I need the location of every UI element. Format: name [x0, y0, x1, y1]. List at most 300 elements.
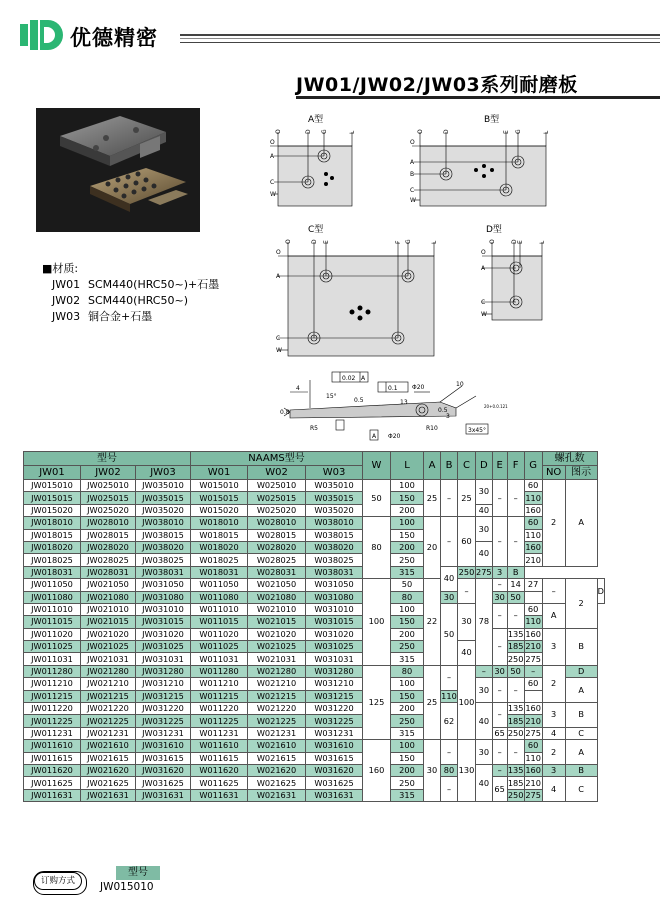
table-row	[24, 703, 605, 715]
model-cell: W025010	[248, 480, 306, 492]
diagram-title: B型	[484, 115, 500, 125]
table-row	[24, 641, 605, 653]
model-cell: JW031231	[136, 727, 191, 739]
table-row	[24, 715, 605, 727]
spec-cell: 100	[458, 665, 476, 739]
model-cell: W011625	[191, 777, 248, 789]
model-cell: W031031	[306, 653, 363, 665]
spec-cell: 210	[525, 554, 541, 565]
model-cell: JW031610	[136, 740, 191, 752]
spec-cell: –	[492, 603, 507, 628]
model-cell: W038010	[306, 517, 363, 529]
order-example	[34, 866, 254, 898]
spec-cell: 30	[476, 517, 493, 542]
model-cell: JW038020	[136, 541, 191, 553]
spec-cell: 250	[507, 728, 524, 738]
spec-cell: B	[507, 566, 524, 578]
material-item	[42, 309, 219, 325]
model-cell: JW018025	[24, 554, 81, 566]
model-cell: W028015	[248, 529, 306, 541]
spec-cell: 185	[507, 715, 524, 726]
product-photo	[36, 108, 200, 232]
svg-text:A: A	[410, 159, 415, 166]
spec-cell: 30	[492, 665, 507, 677]
col-header-jw01: JW01	[24, 466, 81, 480]
dim-label: 0.5	[354, 397, 364, 404]
spec-cell: 40	[476, 541, 493, 566]
length-cell: 80	[391, 665, 424, 677]
model-cell: JW011050	[24, 579, 81, 591]
col-header-w01: W01	[191, 466, 248, 480]
model-cell: JW025010	[81, 480, 136, 492]
model-cell: JW031020	[136, 628, 191, 640]
col-header-no: NO	[542, 466, 565, 480]
spec-cell: 40	[476, 504, 493, 516]
svg-text:E: E	[323, 240, 330, 244]
material-text: SCM440(HRC50~)+石墨	[88, 278, 220, 291]
model-cell: JW011020	[24, 628, 81, 640]
model-cell: JW011631	[24, 789, 81, 801]
col-header-w03: W03	[306, 466, 363, 480]
model-cell: JW021620	[81, 764, 136, 776]
model-cell: W035015	[306, 492, 363, 504]
model-cell: JW031015	[136, 616, 191, 628]
svg-text:A: A	[481, 265, 486, 272]
table-row	[24, 517, 605, 529]
col-header-w: W	[363, 452, 391, 480]
svg-text:L: L	[539, 240, 546, 244]
materials-list	[42, 261, 219, 325]
diagram-type-b	[406, 112, 556, 212]
length-cell: 200	[391, 703, 424, 715]
length-cell: 200	[391, 504, 424, 516]
svg-text:W: W	[270, 191, 276, 198]
model-cell: W035020	[306, 504, 363, 516]
spec-cell: 135	[507, 628, 524, 639]
svg-text:F: F	[395, 240, 402, 244]
model-cell: JW021225	[81, 715, 136, 727]
model-cell: W011031	[191, 653, 248, 665]
spec-cell: 60	[458, 517, 476, 567]
spec-cell: 110	[525, 492, 541, 503]
model-cell: JW021220	[81, 703, 136, 715]
page-header	[20, 20, 660, 56]
spec-cell: 250	[507, 789, 524, 800]
model-cell: JW011620	[24, 764, 81, 776]
spec-cell: 110	[441, 690, 457, 701]
spec-cell: 60	[524, 480, 542, 492]
tolerance-label: 0.02	[342, 375, 356, 382]
dim-label: 15°	[326, 393, 337, 400]
model-cell: JW015020	[24, 504, 81, 516]
length-cell: 315	[391, 789, 424, 801]
model-cell: W031231	[306, 727, 363, 739]
model-cell: W031080	[306, 591, 363, 603]
model-cell: JW011010	[24, 603, 81, 615]
spec-cell: 50	[507, 665, 524, 677]
model-cell: W028020	[248, 541, 306, 553]
model-cell: JW031620	[136, 764, 191, 776]
spec-cell: 25	[424, 480, 441, 517]
svg-text:O: O	[489, 239, 496, 244]
model-cell: W015010	[191, 480, 248, 492]
model-cell: JW018015	[24, 529, 81, 541]
model-cell: JW031615	[136, 752, 191, 764]
svg-text:C: C	[410, 187, 415, 194]
materials-heading: ■材质:	[42, 262, 79, 275]
spec-cell: –	[492, 480, 507, 517]
length-cell: 150	[391, 690, 424, 702]
model-cell: JW011610	[24, 740, 81, 752]
svg-text:A: A	[270, 153, 275, 160]
spec-cell: 3	[542, 628, 565, 665]
length-cell: 150	[391, 752, 424, 764]
spec-cell: 160	[525, 765, 541, 776]
model-cell: W021025	[248, 641, 306, 653]
datum-label: A	[361, 375, 366, 382]
model-cell: JW028031	[81, 566, 136, 578]
svg-text:W: W	[410, 197, 416, 204]
spec-cell: 25	[458, 480, 476, 517]
spec-cell: 65	[492, 727, 507, 739]
col-header-w02: W02	[248, 466, 306, 480]
spec-cell: 60	[524, 740, 542, 752]
svg-text:C: C	[270, 179, 275, 186]
model-cell: W031020	[306, 628, 363, 640]
spec-cell: 2	[542, 665, 565, 702]
spec-cell: 125	[363, 665, 391, 739]
spec-cell: 30	[441, 591, 458, 603]
table-header	[24, 452, 605, 480]
model-cell: W028010	[248, 517, 306, 529]
model-cell: JW028020	[81, 541, 136, 553]
model-cell: JW038010	[136, 517, 191, 529]
model-cell: W031010	[306, 603, 363, 615]
model-cell: W021631	[248, 789, 306, 801]
spec-cell: 3	[542, 703, 565, 728]
length-cell: 100	[391, 603, 424, 615]
table-row	[24, 653, 605, 665]
dim-label: 3	[446, 413, 450, 420]
svg-text:O: O	[417, 129, 424, 134]
model-cell: W015020	[191, 504, 248, 516]
spec-cell: C	[565, 777, 597, 802]
dim-label: Φ20	[388, 433, 401, 440]
col-header-f: F	[507, 452, 524, 480]
spec-cell: 14	[507, 579, 524, 591]
order-code: JW015010	[100, 881, 154, 893]
order-badge: 订购方式	[34, 872, 82, 890]
spec-cell: 80	[363, 517, 391, 579]
spec-cell: 30	[476, 480, 493, 505]
spec-cell: –	[507, 740, 524, 765]
model-cell: JW031625	[136, 777, 191, 789]
spec-cell: 135	[507, 765, 524, 776]
diagram-type-a	[268, 112, 358, 212]
svg-text:D: D	[511, 239, 518, 244]
spec-cell: –	[441, 777, 458, 802]
spec-cell: 50	[363, 480, 391, 517]
spec-cell: 50	[507, 591, 524, 603]
model-cell: W011020	[191, 628, 248, 640]
length-cell: 150	[391, 529, 424, 541]
svg-text:O: O	[410, 139, 415, 146]
model-cell: W011025	[191, 641, 248, 653]
length-cell: 100	[391, 480, 424, 492]
spec-cell: –	[476, 665, 493, 677]
spec-cell: 185	[507, 641, 524, 652]
model-cell: W018025	[191, 554, 248, 566]
spec-cell: 130	[458, 740, 476, 802]
model-cell: W038025	[306, 554, 363, 566]
spec-cell: –	[492, 678, 507, 703]
model-cell: W031625	[306, 777, 363, 789]
model-cell: JW011031	[24, 653, 81, 665]
col-header-c: C	[458, 452, 476, 480]
model-cell: JW011220	[24, 703, 81, 715]
spec-cell: B	[565, 628, 597, 665]
spec-cell: –	[492, 517, 507, 567]
spec-cell: –	[507, 517, 524, 567]
material-model: JW03	[52, 310, 81, 323]
spec-cell: 2	[565, 579, 597, 629]
length-cell: 250	[391, 641, 424, 653]
model-cell: W021220	[248, 703, 306, 715]
spec-cell: 40	[458, 641, 476, 666]
table-row	[24, 579, 605, 591]
spec-cell: 2	[542, 480, 565, 567]
spec-cell: –	[507, 480, 524, 517]
model-cell: W021050	[248, 579, 306, 591]
spec-cell: 100	[363, 579, 391, 666]
svg-text:O: O	[481, 249, 486, 256]
svg-text:W: W	[481, 311, 487, 318]
length-cell: 100	[391, 517, 424, 529]
material-model: JW01	[52, 278, 81, 291]
length-cell: 200	[391, 628, 424, 640]
spec-cell: 275	[476, 566, 492, 577]
spec-cell: –	[492, 740, 507, 765]
spec-cell: –	[441, 665, 458, 690]
spec-cell: –	[492, 764, 507, 776]
length-cell: 50	[391, 579, 424, 591]
dim-label: O	[270, 139, 275, 146]
spec-cell: B	[565, 703, 597, 728]
material-text: SCM440(HRC50~)	[88, 294, 188, 307]
length-cell: 315	[391, 566, 424, 578]
model-cell: W021031	[248, 653, 306, 665]
model-cell: JW021050	[81, 579, 136, 591]
dim-label: R10	[426, 425, 438, 432]
svg-text:O: O	[276, 249, 281, 256]
model-cell: W021210	[248, 678, 306, 690]
col-header-b: B	[441, 452, 458, 480]
model-cell: JW028015	[81, 529, 136, 541]
svg-text:E: E	[517, 240, 524, 244]
spec-cell: –	[492, 579, 507, 591]
model-cell: W031610	[306, 740, 363, 752]
brand-name: 优德精密	[70, 26, 158, 50]
dim-label: 10	[456, 381, 464, 388]
table-row	[24, 678, 605, 690]
spec-cell: 4	[542, 777, 565, 802]
model-cell: W031025	[306, 641, 363, 653]
table-row	[24, 740, 605, 752]
model-cell: W011225	[191, 715, 248, 727]
model-cell: W025015	[248, 492, 306, 504]
spec-cell: 40	[441, 566, 458, 591]
spec-cell: 160	[525, 542, 541, 553]
model-cell: JW025020	[81, 504, 136, 516]
spec-cell: A	[565, 480, 597, 567]
model-cell: JW031215	[136, 690, 191, 702]
spec-cell: 160	[363, 740, 391, 802]
model-cell: JW021210	[81, 678, 136, 690]
model-cell: W011015	[191, 616, 248, 628]
spec-cell: 62	[441, 703, 458, 740]
model-cell: JW011015	[24, 616, 81, 628]
spec-cell: 27	[524, 579, 542, 591]
length-cell: 250	[391, 777, 424, 789]
model-cell: JW021280	[81, 665, 136, 677]
model-cell: W031631	[306, 789, 363, 801]
model-cell: W038031	[306, 566, 363, 578]
model-cell: W011631	[191, 789, 248, 801]
model-cell: W028025	[248, 554, 306, 566]
brand-logo	[20, 20, 64, 50]
header-rule	[180, 34, 660, 43]
title-underline	[296, 96, 660, 99]
model-cell: W038015	[306, 529, 363, 541]
spec-cell: 30	[476, 678, 493, 703]
model-cell: W025020	[248, 504, 306, 516]
model-cell: W011610	[191, 740, 248, 752]
col-header-e: E	[492, 452, 507, 480]
spec-cell: D	[565, 665, 597, 677]
col-header-d: D	[476, 452, 493, 480]
model-cell: W021625	[248, 777, 306, 789]
spec-cell: 78	[476, 579, 493, 666]
spec-cell: 275	[525, 728, 541, 738]
model-cell: W021620	[248, 764, 306, 776]
spec-cell: 65	[492, 777, 507, 802]
model-cell: W031015	[306, 616, 363, 628]
dim-label: 4	[296, 385, 300, 392]
model-cell: JW031025	[136, 641, 191, 653]
model-cell: JW031225	[136, 715, 191, 727]
model-cell: W011010	[191, 603, 248, 615]
table-row	[24, 777, 605, 789]
model-cell: W011220	[191, 703, 248, 715]
spec-cell: –	[441, 517, 458, 567]
spec-cell: 25	[424, 665, 441, 739]
model-cell: JW021015	[81, 616, 136, 628]
svg-text:G: G	[321, 129, 328, 134]
length-cell: 150	[391, 616, 424, 628]
model-cell: JW018010	[24, 517, 81, 529]
model-cell: JW031031	[136, 653, 191, 665]
table-row	[24, 764, 605, 776]
spec-cell: 250	[507, 653, 524, 664]
spec-cell: 20	[424, 517, 441, 579]
spec-cell: 3	[492, 566, 507, 578]
length-cell: 315	[391, 653, 424, 665]
tolerance-label: 0.1	[388, 385, 398, 392]
dim-label: 0.8	[280, 409, 290, 416]
spec-cell: 4	[542, 727, 565, 739]
model-cell: W021615	[248, 752, 306, 764]
model-cell: W031220	[306, 703, 363, 715]
model-cell: JW011280	[24, 665, 81, 677]
model-cell: JW038031	[136, 566, 191, 578]
spec-cell: 250	[458, 566, 475, 577]
length-cell: 80	[391, 591, 424, 603]
model-cell: JW028025	[81, 554, 136, 566]
svg-text:L: L	[543, 130, 550, 134]
model-cell: W018020	[191, 541, 248, 553]
spec-cell: 110	[525, 616, 541, 627]
spec-cell: 110	[525, 752, 541, 763]
model-cell: W021020	[248, 628, 306, 640]
table-row	[24, 665, 605, 677]
spec-table	[23, 451, 605, 802]
col-header-fig: 图示	[565, 466, 597, 480]
table-row	[24, 603, 605, 615]
model-cell: W031215	[306, 690, 363, 702]
length-cell: 100	[391, 740, 424, 752]
table-row	[24, 727, 605, 739]
model-cell: JW021020	[81, 628, 136, 640]
spec-cell: –	[507, 678, 524, 703]
model-cell: JW015015	[24, 492, 81, 504]
col-header-g: G	[524, 452, 542, 480]
model-cell: JW011080	[24, 591, 81, 603]
model-cell: JW011210	[24, 678, 81, 690]
spec-cell: 60	[524, 517, 542, 529]
model-cell: JW021610	[81, 740, 136, 752]
spec-cell: 160	[525, 628, 541, 639]
spec-cell: D	[597, 579, 604, 604]
table-body	[24, 480, 605, 802]
diagram-title: C型	[308, 225, 324, 235]
model-cell: JW021231	[81, 727, 136, 739]
spec-cell: 60	[524, 603, 542, 615]
spec-cell: –	[458, 579, 476, 604]
model-cell: W021610	[248, 740, 306, 752]
model-cell: JW021025	[81, 641, 136, 653]
model-cell: JW035010	[136, 480, 191, 492]
model-cell: W035010	[306, 480, 363, 492]
model-cell: JW021080	[81, 591, 136, 603]
spec-cell: 30	[424, 740, 441, 802]
col-header-model: 型号	[24, 452, 191, 466]
model-cell: JW031010	[136, 603, 191, 615]
table-row	[24, 480, 605, 492]
model-cell: JW038025	[136, 554, 191, 566]
model-cell: W011615	[191, 752, 248, 764]
material-item	[42, 293, 219, 309]
model-cell: JW015010	[24, 480, 81, 492]
model-cell: JW031220	[136, 703, 191, 715]
spec-cell: –	[542, 579, 565, 604]
tolerance-label: 20+0.0.121	[484, 404, 508, 409]
model-cell: JW011215	[24, 690, 81, 702]
svg-text:B: B	[410, 171, 415, 178]
spec-cell: 275	[525, 789, 541, 800]
datum-label: A	[372, 433, 377, 440]
table-row	[24, 628, 605, 640]
spec-cell: 80	[441, 764, 458, 776]
